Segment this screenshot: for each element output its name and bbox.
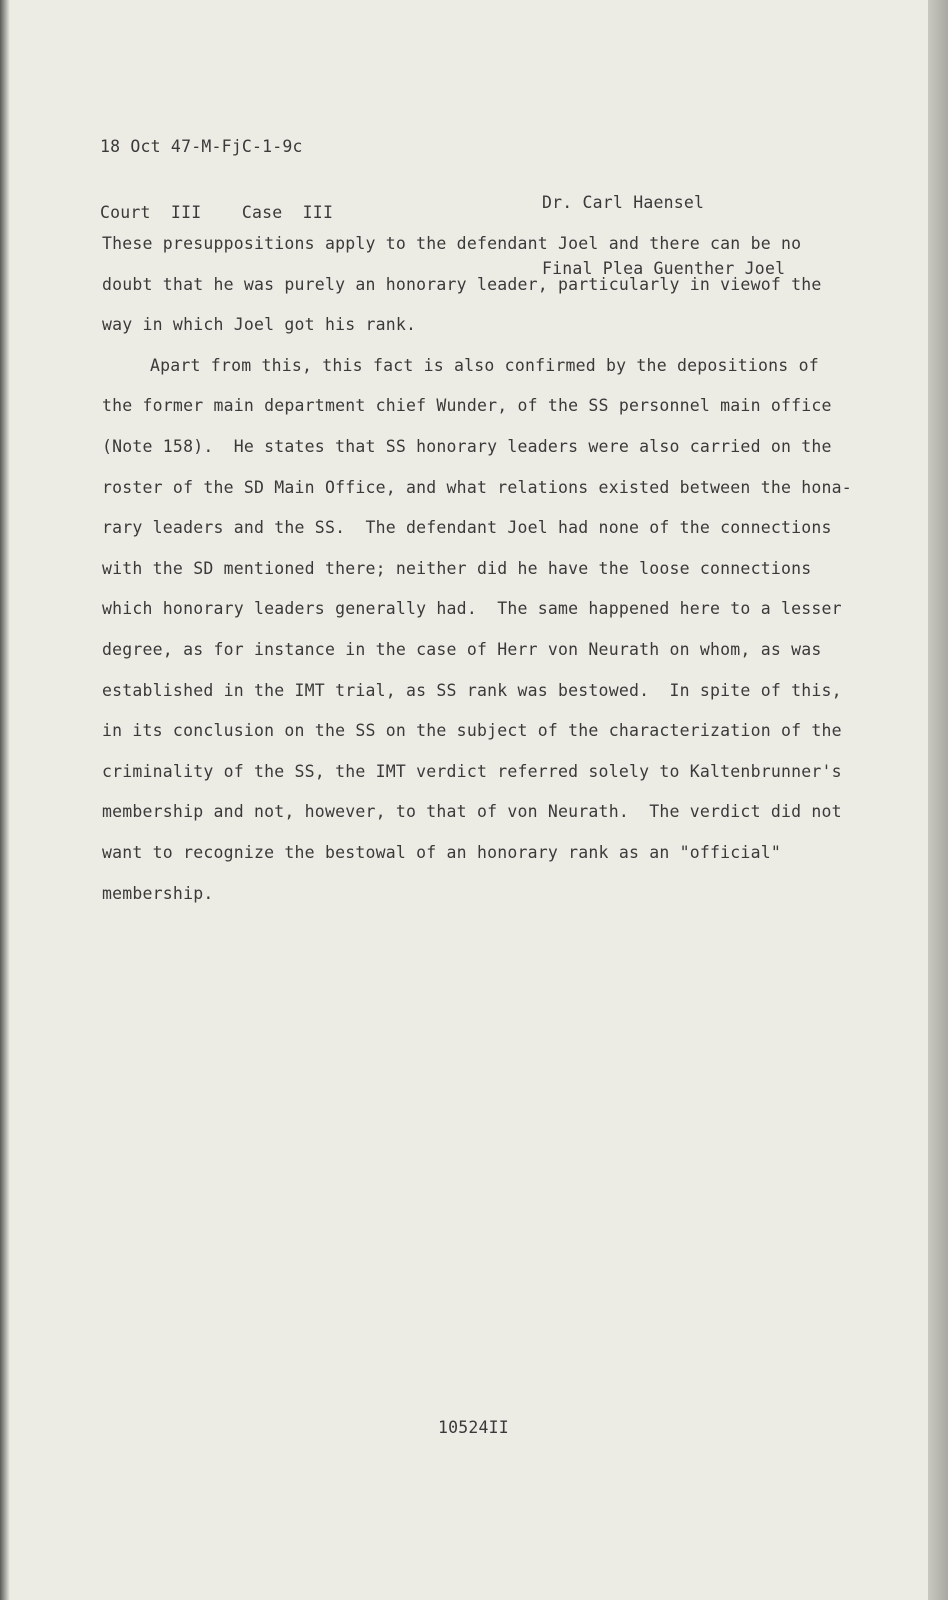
- body-line: membership.: [102, 883, 214, 903]
- header-date-ref: 18 Oct 47-M-FjC-1-9c: [100, 137, 303, 156]
- body-line: (Note 158). He states that SS honorary leaders were also carried on the: [102, 436, 832, 456]
- body-line: degree, as for instance in the case of Herr von Neurath on whom, as was: [102, 639, 822, 659]
- body-line: which honorary leaders generally had. The same happened here to a lesser: [102, 599, 842, 619]
- body-line: rary leaders and the SS. The defendant Joel had none of the connections: [102, 518, 832, 538]
- body-line: with the SD mentioned there; neither did he have the loose connections: [102, 558, 812, 578]
- body-line: the former main department chief Wunder, of the SS personnel main office: [102, 396, 832, 416]
- body-line: membership and not, however, to that of von Neurath. The verdict did not: [102, 802, 842, 822]
- body-line: roster of the SD Main Office, and what relations existed between the hona-: [102, 477, 852, 497]
- attribution-title: Final Plea Guenther Joel: [542, 259, 786, 278]
- body-line: established in the IMT trial, as SS rank was bestowed. In spite of this,: [102, 680, 842, 700]
- body-text: [102, 224, 862, 914]
- body-line: way in which Joel got his rank.: [102, 315, 417, 335]
- body-line: Apart from this, this fact is also confirmed by the depositions of: [150, 355, 819, 375]
- header-court-case: Court III Case III: [100, 203, 334, 222]
- body-line: criminality of the SS, the IMT verdict referred solely to Kaltenbrunner's: [102, 761, 842, 781]
- page-edge-shadow: [0, 0, 10, 1600]
- body-line: These presuppositions apply to the defendant Joel and there can be no: [102, 234, 802, 253]
- body-line: doubt that he was purely an honorary leader, particularly in viewof the: [102, 274, 822, 294]
- page-number: 10524II: [438, 1418, 509, 1437]
- attribution-author: Dr. Carl Haensel: [542, 193, 705, 212]
- page-edge: [928, 0, 948, 1600]
- body-line: want to recognize the bestowal of an honorary rank as an "official": [102, 842, 781, 862]
- body-line: in its conclusion on the SS on the subject of the characterization of the: [102, 721, 842, 741]
